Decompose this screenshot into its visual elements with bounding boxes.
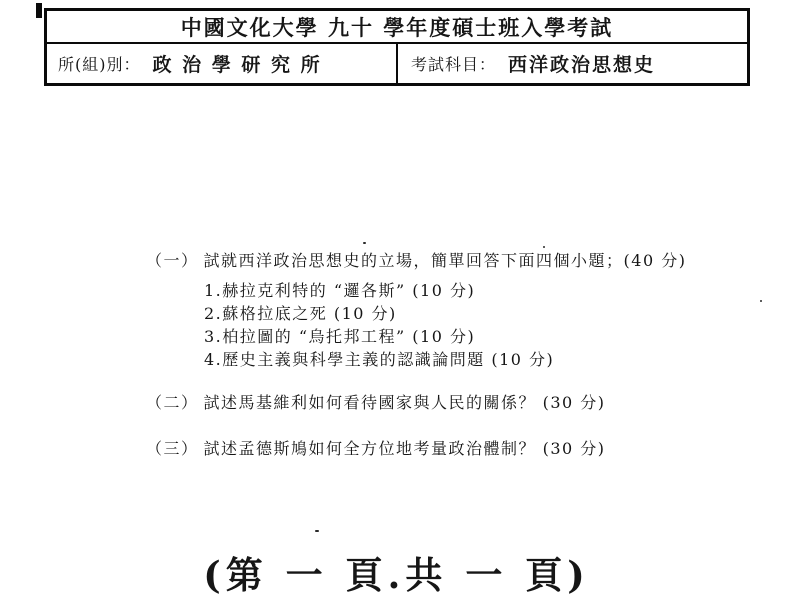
- question-1-text: 試就西洋政治思想史的立場，簡單回答下面四個小題；(40 分): [203, 251, 687, 270]
- department-value: 政 治 學 研 究 所: [152, 54, 322, 76]
- question-1: [146, 248, 686, 271]
- exam-header-table: [44, 8, 750, 86]
- question-1-number: （一）: [146, 251, 199, 270]
- subject-cell: [398, 44, 747, 83]
- exam-title: 中國文化大學 九十 學年度碩士班入學考試: [47, 11, 747, 44]
- department-label: 所(組)別：: [58, 55, 141, 74]
- question-1-subitem-2: 2.蘇格拉底之死 (10 分): [204, 304, 397, 323]
- question-1-subitem-4: 4.歷史主義與科學主義的認識論問題 (10 分): [204, 350, 555, 369]
- question-1-subitem-3: 3.柏拉圖的 “烏托邦工程” (10 分): [204, 327, 476, 346]
- subject-label: 考試科目：: [411, 55, 497, 74]
- question-3: [146, 436, 606, 459]
- question-1-subitem-1: 1.赫拉克利特的 “邏各斯” (10 分): [204, 281, 476, 300]
- scan-artifact-mark: [36, 3, 42, 18]
- subject-value: 西洋政治思想史: [508, 54, 656, 76]
- scan-speck: [363, 242, 366, 244]
- question-3-text: 試述孟德斯鳩如何全方位地考量政治體制？ (30 分): [203, 439, 606, 458]
- question-3-number: （三）: [146, 439, 199, 458]
- exam-info-row: [47, 44, 747, 83]
- scan-speck: [760, 300, 762, 302]
- scan-speck: [315, 530, 319, 532]
- question-2-text: 試述馬基維利如何看待國家與人民的關係？ (30 分): [203, 393, 606, 412]
- question-2-number: （二）: [146, 393, 199, 412]
- question-2: [146, 390, 606, 413]
- department-cell: [47, 44, 398, 83]
- page-number-indicator: (第 一 頁.共 一 頁): [203, 553, 590, 597]
